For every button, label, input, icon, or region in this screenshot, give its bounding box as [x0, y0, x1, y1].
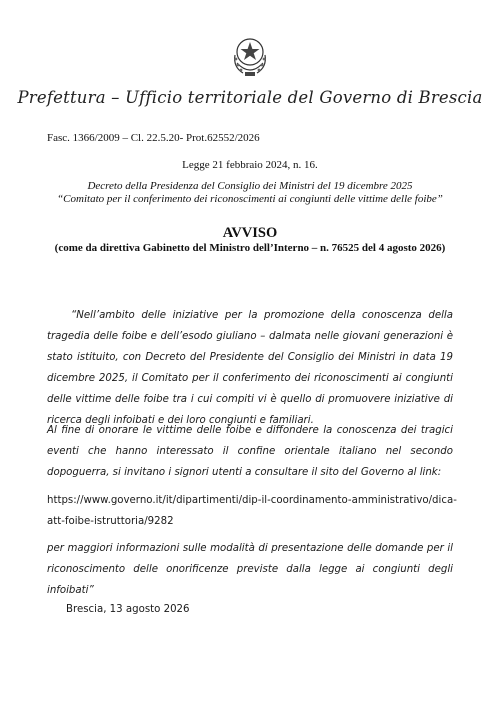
notice-subtitle: (come da direttiva Gabinetto del Ministro dell’Interno – n. 76525 del 4 agosto 2026) [54, 242, 446, 254]
body-paragraph-1: “Nell’ambito delle iniziative per la promozione della conoscenza della tragedia delle foibe e dell’esodo giuliano – dalmata nelle giovani generazioni è stato istituito, con Decreto del Presidente del Consiglio dei Ministri in data 19 dicembre 2025, il Comitato per il conferimento dei riconoscimenti ai congiunti delle vittime delle foibe tra i cui compiti vi è quello di promuovere iniziative di ricerca degli infoibati e dei loro congiunti e familiari. [47, 310, 453, 426]
decree-line-1: Decreto della Presidenza del Consiglio dei Ministri del 19 dicembre 2025 [87, 180, 413, 192]
office-heading: Prefettura – Ufficio territoriale del Governo di Brescia [17, 88, 483, 107]
italian-republic-emblem-icon [229, 33, 271, 79]
body-paragraph-3: per maggiori informazioni sulle modalità di presentazione delle domande per il riconoscimento delle onorificenze previste dalla legge ai congiunti degli infoibati” [47, 543, 453, 596]
file-reference: Fasc. 1366/2009 – Cl. 22.5.20- Prot.62552/2026 [47, 132, 260, 144]
body-paragraph-2: Al fine di onorare le vittime delle foibe e diffondere la conoscenza dei tragici eventi che hanno interessato il confine orientale italiano nel secondo dopoguerra, si invitano i signori utenti a consultare il sito del Governo al link: [47, 425, 453, 478]
place-date: Brescia, 13 agosto 2026 [66, 604, 190, 615]
law-reference: Legge 21 febbraio 2024, n. 16. [182, 159, 318, 171]
government-link[interactable]: https://www.governo.it/it/dipartimenti/dip-il-coordinamento-amministrativo/dica-att-foibe-istruttoria/9282 [47, 495, 457, 527]
notice-title: AVVISO [222, 225, 278, 241]
decree-line-2: “Comitato per il conferimento dei riconoscimenti ai congiunti delle vittime delle foibe” [57, 193, 443, 205]
